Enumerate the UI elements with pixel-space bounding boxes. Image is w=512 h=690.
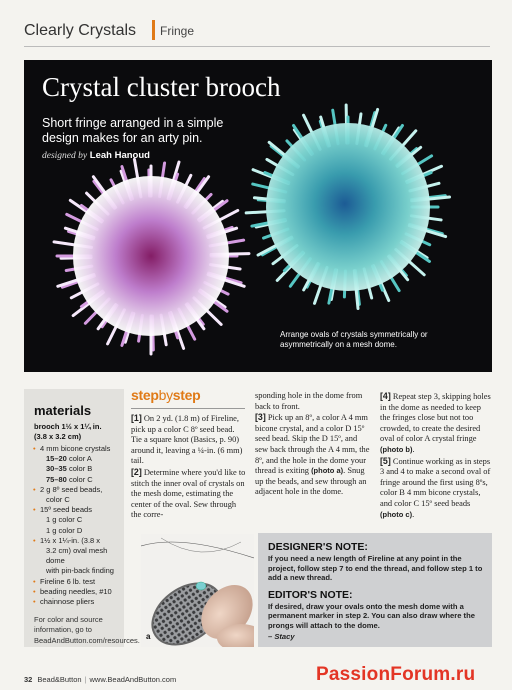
magazine-website[interactable]: www.BeadAndButton.com <box>89 675 177 684</box>
aqua-brooch <box>246 105 449 308</box>
watermark: PassionForum.ru <box>316 664 476 685</box>
step-paragraph <box>255 412 371 498</box>
materials-item <box>34 536 116 546</box>
byline-author: Leah Hanoud <box>89 150 150 161</box>
steps-column-3 <box>380 391 492 520</box>
editor-note-body: If desired, draw your ovals onto the mesh dome with a permanent marker in step 2. You can also draw where the prongs will attach to the dome. <box>268 601 475 630</box>
materials-text: 1 g color D <box>46 525 83 535</box>
materials-text: with pin-back finding <box>46 566 114 576</box>
materials-item <box>34 546 116 566</box>
byline-prefix: designed by <box>42 151 88 161</box>
materials-title: materials <box>34 403 92 418</box>
step-number: [3] <box>255 412 266 423</box>
step-number: [4] <box>380 391 391 401</box>
header-rule <box>24 46 490 47</box>
hero-photo <box>24 60 492 372</box>
step-paragraph <box>131 413 247 467</box>
header-section: Fringe <box>160 24 195 38</box>
materials-source-note: For color and source information, go to BeadAndButton.com/resources. <box>34 615 140 645</box>
materials-quantity: 30–35 <box>46 464 67 474</box>
page-footer <box>24 675 176 684</box>
step-text: Determine where you'd like to stitch the inner oval of crystals on the mesh dome, estimating the center of the oval. Sew through the corre- <box>131 467 246 520</box>
step-text: Pick up an 8º, a color A 4 mm bicone crystal, and a color D 15º seed bead. Skip the D 15º, and sew back through the A 4 mm, the 8º, and the hole in the dome your thread is exiting <box>255 413 370 476</box>
step-text: Repeat step 3, skipping holes in the dome as needed to keep the fringes close but not too crowded, to create the desired oval of color A crystal fringe <box>380 392 491 444</box>
materials-text: chainnose pliers <box>40 597 95 607</box>
materials-text: Fireline 6 lb. test <box>40 576 96 586</box>
materials-box <box>24 389 140 647</box>
step-paragraph <box>131 467 247 521</box>
heading-part-step: step <box>131 387 159 403</box>
materials-text: 3.2 cm) oval mesh dome <box>46 546 108 566</box>
step-photo-a <box>141 534 254 647</box>
step-paragraph <box>380 456 492 521</box>
heading-part-step-2: step <box>172 387 201 403</box>
designer-note-title: DESIGNER'S NOTE: <box>268 541 368 553</box>
step-text: Continue working as in steps 3 and 4 to make a second oval of fringe around the first using 8ºs, color B 4 mm bicone crystals, and color C 15º seed beads <box>380 456 491 508</box>
steps-column-1 <box>131 413 247 521</box>
pink-brooch <box>54 159 249 354</box>
materials-text: 15º seed beads <box>40 505 92 515</box>
materials-text: 1 g color C <box>46 515 83 525</box>
materials-quantity: 15–20 <box>46 454 67 464</box>
materials-list <box>34 444 116 607</box>
article-subtitle: Short fringe arranged in a simple design makes for an arty pin. <box>42 116 224 145</box>
editor-note-title: EDITOR'S NOTE: <box>268 588 353 601</box>
materials-item <box>34 515 116 525</box>
magazine-name: Bead&Button <box>37 675 82 684</box>
materials-text: color B <box>66 464 93 474</box>
heading-part-by: by <box>158 387 173 403</box>
materials-text: color C <box>46 495 70 505</box>
materials-item <box>34 454 116 464</box>
step-continuation: sponding hole in the dome from back to front. <box>255 391 363 411</box>
materials-item <box>34 464 116 474</box>
photo-reference: (photo c) <box>380 509 413 519</box>
materials-item <box>34 526 116 536</box>
mesh-dome-photo <box>141 534 254 647</box>
step-paragraph <box>380 391 492 456</box>
materials-text: beading needles, #10 <box>40 586 112 596</box>
materials-text: 1½ x 1¼-in. (3.8 x <box>40 535 101 545</box>
materials-item <box>34 495 116 505</box>
materials-item <box>34 566 116 576</box>
materials-text: color A <box>66 454 92 464</box>
materials-text: 2 g 8º seed beads, <box>40 484 103 494</box>
materials-size: brooch 1½ x 1¼ in. (3.8 x 3.2 cm) <box>34 422 102 441</box>
photo-reference: (photo a) <box>311 466 344 476</box>
materials-item <box>34 475 116 485</box>
materials-item <box>34 485 116 495</box>
step-text-end: . <box>412 509 415 519</box>
footer-separator: | <box>84 675 87 684</box>
materials-item <box>34 444 116 454</box>
byline <box>42 150 150 161</box>
notes-box <box>258 533 492 647</box>
header-divider-bar <box>152 20 155 40</box>
photo-a-label: a <box>146 632 151 641</box>
page-number: 32 <box>24 675 33 684</box>
step-text: On 2 yd. (1.8 m) of Fireline, pick up a color C 8º seed bead. Tie a square knot (Basics, p. 90) around it, leaving a ¼-in. (6 mm) tail. <box>131 414 243 466</box>
editor-signature: – Stacy <box>268 631 295 641</box>
materials-item <box>34 505 116 515</box>
materials-text: 4 mm bicone crystals <box>40 444 111 453</box>
materials-item <box>34 587 116 597</box>
header-title: Clearly Crystals <box>24 22 137 39</box>
brooch-photo <box>24 60 492 372</box>
materials-quantity: 75–80 <box>46 474 67 484</box>
materials-item <box>34 577 116 587</box>
photo-caption: Arrange ovals of crystals symmetrically or asymmetrically on a mesh dome. <box>280 330 428 349</box>
step-number: [1] <box>131 413 142 423</box>
stepbystep-rule <box>131 408 245 409</box>
step-text-end: . <box>412 444 415 454</box>
step-number: [5] <box>380 455 391 466</box>
designer-note-body: If you need a new length of Fireline at any point in the project, follow step 7 to end the thread, and follow step 1 to add a new thread. <box>268 554 483 583</box>
step-text-end: . Snug up the beads, and sew through an adjacent hole in the dome. <box>255 466 367 497</box>
stepbystep-heading <box>131 387 200 403</box>
photo-reference: (photo b) <box>380 444 413 454</box>
steps-column-2 <box>255 391 371 498</box>
step-number: [2] <box>131 466 142 477</box>
materials-item <box>34 597 116 607</box>
article-title: Crystal cluster brooch <box>42 72 281 102</box>
materials-text: color C <box>66 474 93 484</box>
